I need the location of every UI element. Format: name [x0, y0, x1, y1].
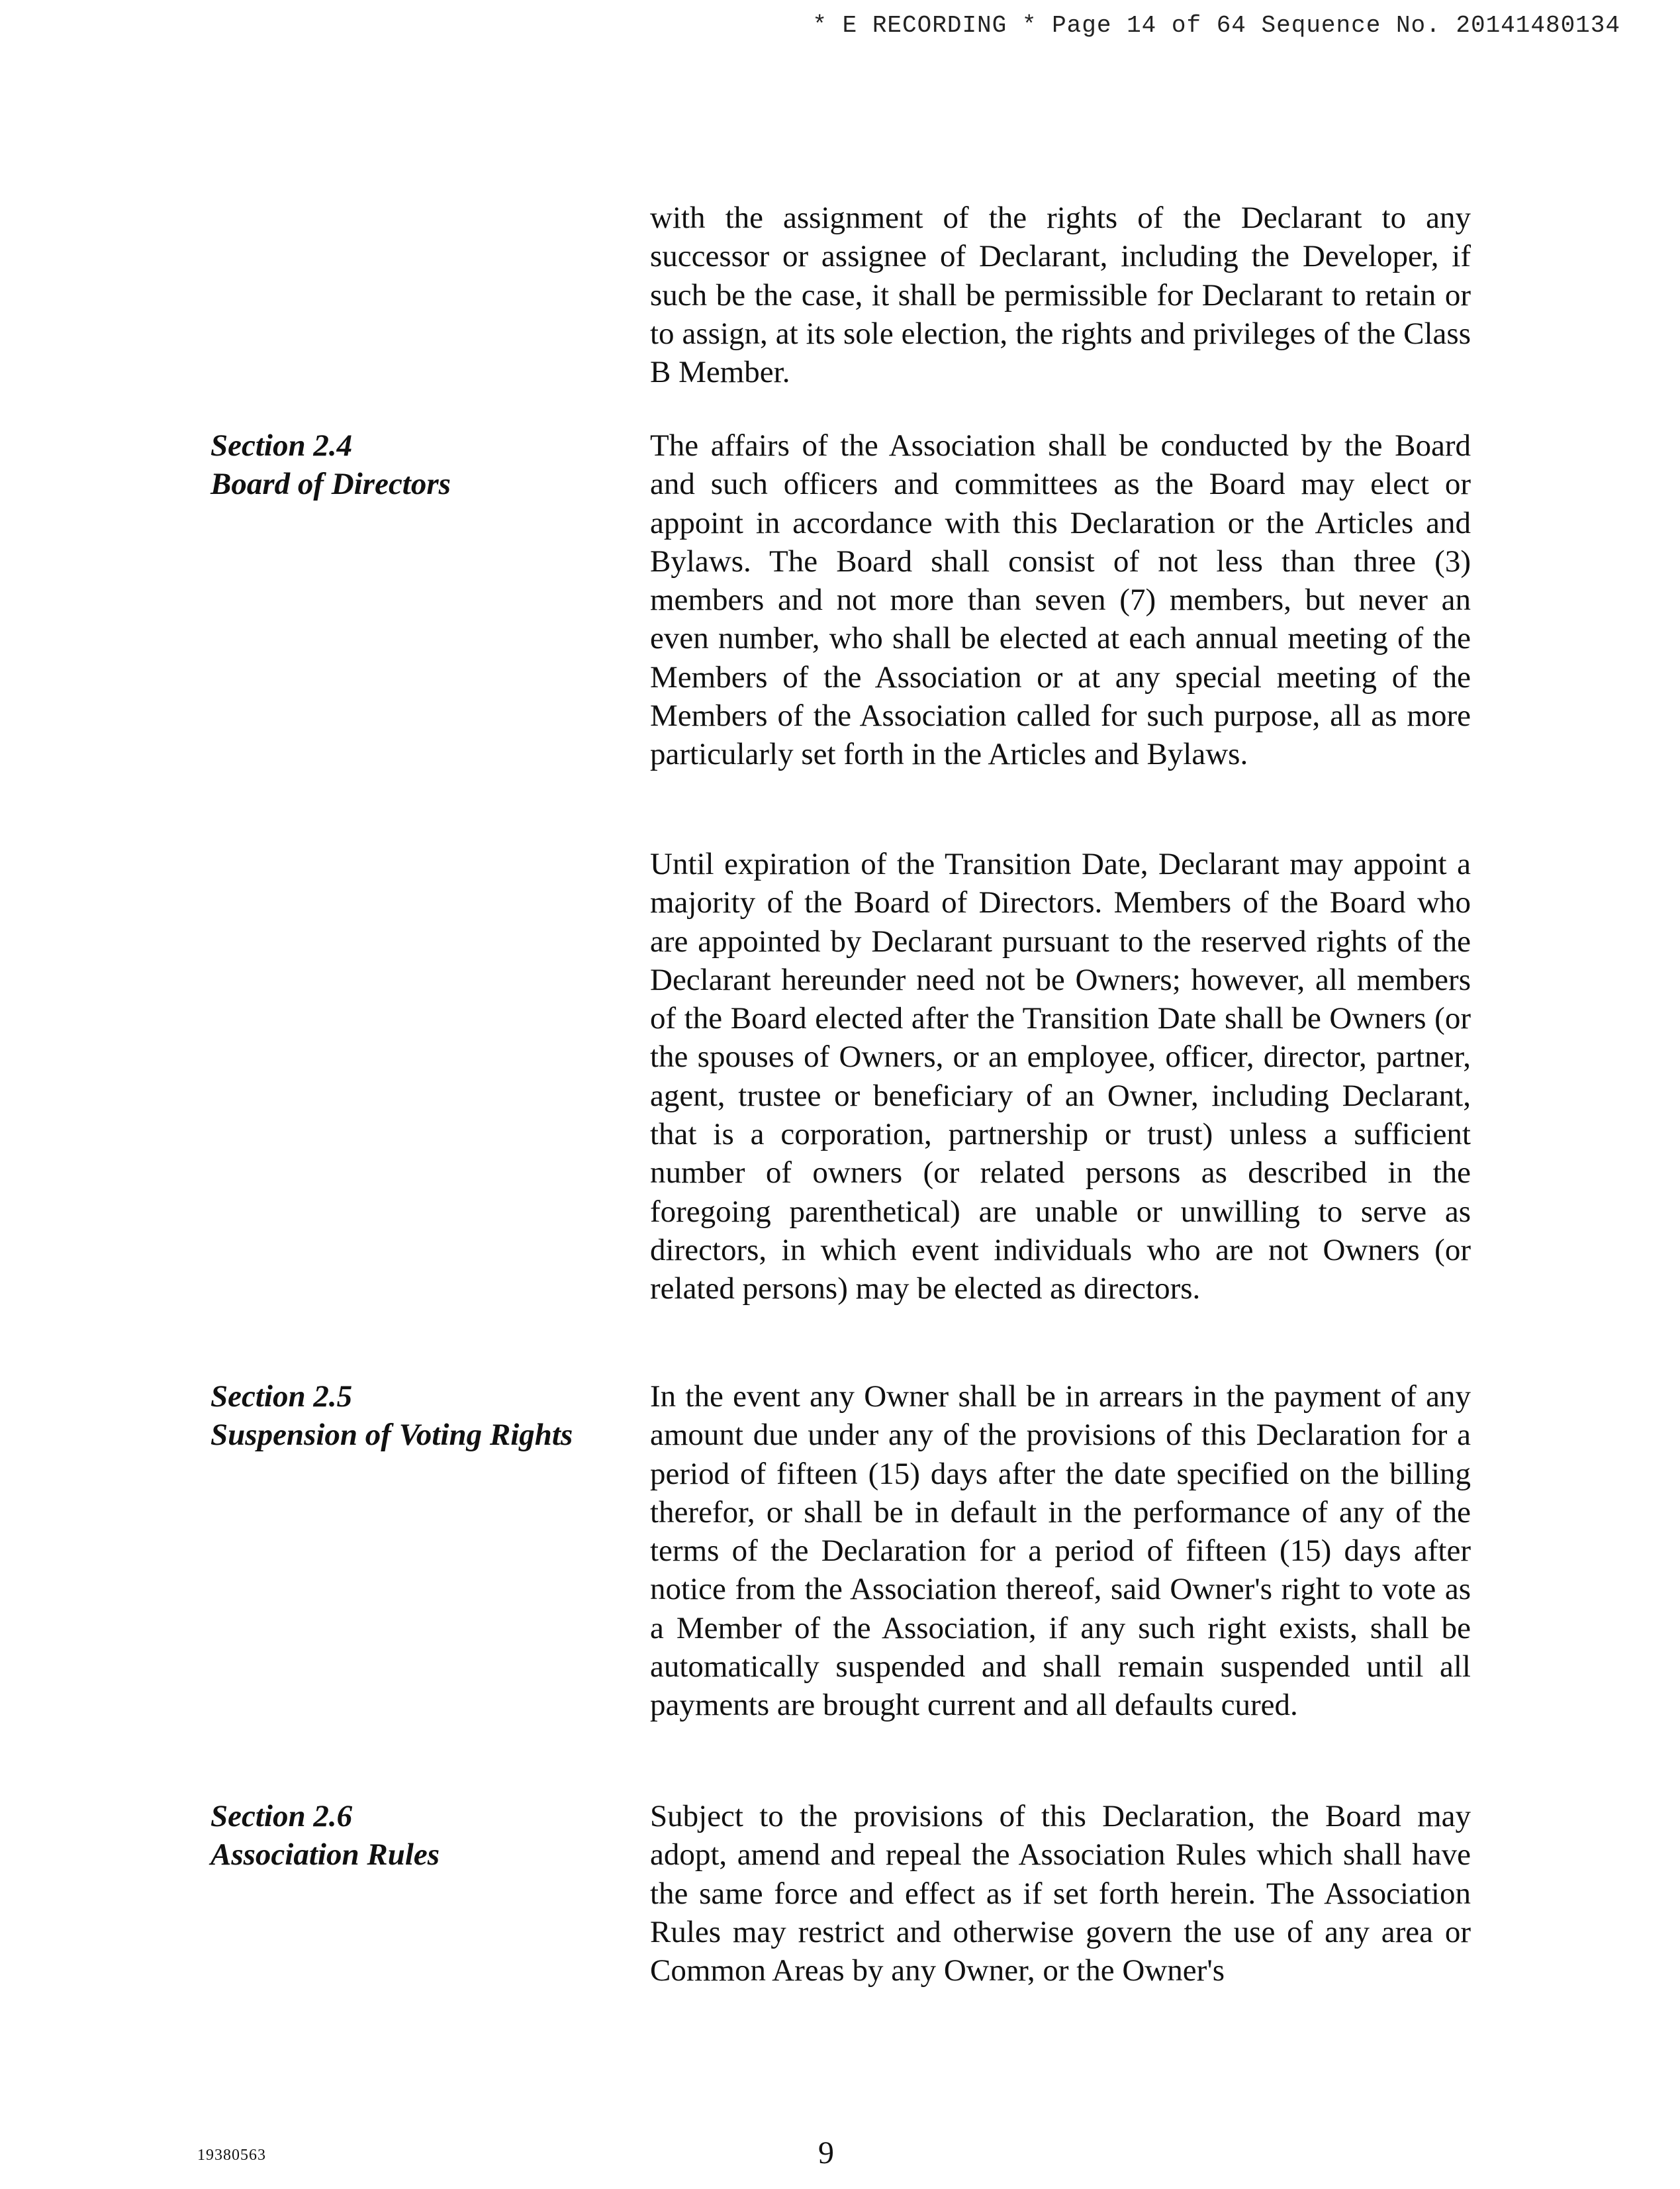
section-number: Section 2.6	[210, 1799, 353, 1833]
suspension-voting-paragraph: In the event any Owner shall be in arrears in the payment of any amount due under any of the provisions of this Declaration for a period of fifteen (15) days after the date specified on the billing therefor, or shall be in default in the performance of any of the terms of the Declaration for a period of fifteen (15) days after notice from the Association thereof, said Owner's right to vote as a Member of the Association, if any such right exists, shall be automatically suspended and shall remain suspended until all payments are brought current and all defaults cured.	[650, 1379, 1471, 1723]
section-title: Board of Directors	[210, 467, 451, 501]
page-number: 9	[818, 2135, 834, 2170]
section-title: Association Rules	[210, 1837, 440, 1872]
recording-stamp: * E RECORDING * Page 14 of 64 Sequence No. 20141480134	[812, 12, 1620, 39]
board-directors-paragraph-2: Until expiration of the Transition Date, Declarant may appoint a majority of the Board of Directors. Members of the Board who are appointed by Declarant pursuant to the reserved rights of the Declarant hereunder need not be Owners; however, all members of the Board elected after the Transition Date shall be Owners (or the spouses of Owners, or an employee, officer, director, partner, agent, trustee or beneficiary of an Owner, including Declarant, that is a corporation, partnership or trust) unless a sufficient number of owners (or related persons as described in the foregoing parenthetical) are unable or unwilling to serve as directors, in which event individuals who are not Owners (or related persons) may be elected as directors.	[650, 847, 1471, 1306]
section-number: Section 2.4	[210, 428, 353, 463]
section-2-6-heading	[210, 1797, 440, 1874]
section-2-4-heading	[210, 426, 451, 503]
section-2-5-heading	[210, 1377, 573, 1454]
board-directors-paragraph-1: The affairs of the Association shall be conducted by the Board and such officers and committees as the Board may elect or appoint in accordance with this Declaration or the Articles and Bylaws. The Board shall consist of not less than three (3) members and not more than seven (7) members, but never an even number, who shall be elected at each annual meeting of the Members of the Association or at any special meeting of the Members of the Association called for such purpose, all as more particularly set forth in the Articles and Bylaws.	[650, 428, 1471, 772]
document-id: 19380563	[197, 2147, 266, 2164]
continuation-paragraph: with the assignment of the rights of the Declarant to any successor or assignee of Declarant, including the Developer, if such be the case, it shall be permissible for Declarant to retain or to assign, at its sole election, the rights and privileges of the Class B Member.	[650, 201, 1471, 390]
association-rules-paragraph: Subject to the provisions of this Declaration, the Board may adopt, amend and repeal the Association Rules which shall have the same force and effect as if set forth herein. The Association Rules may restrict and otherwise govern the use of any area or Common Areas by any Owner, or the Owner's	[650, 1799, 1471, 1988]
section-number: Section 2.5	[210, 1379, 353, 1414]
section-title: Suspension of Voting Rights	[210, 1418, 573, 1452]
